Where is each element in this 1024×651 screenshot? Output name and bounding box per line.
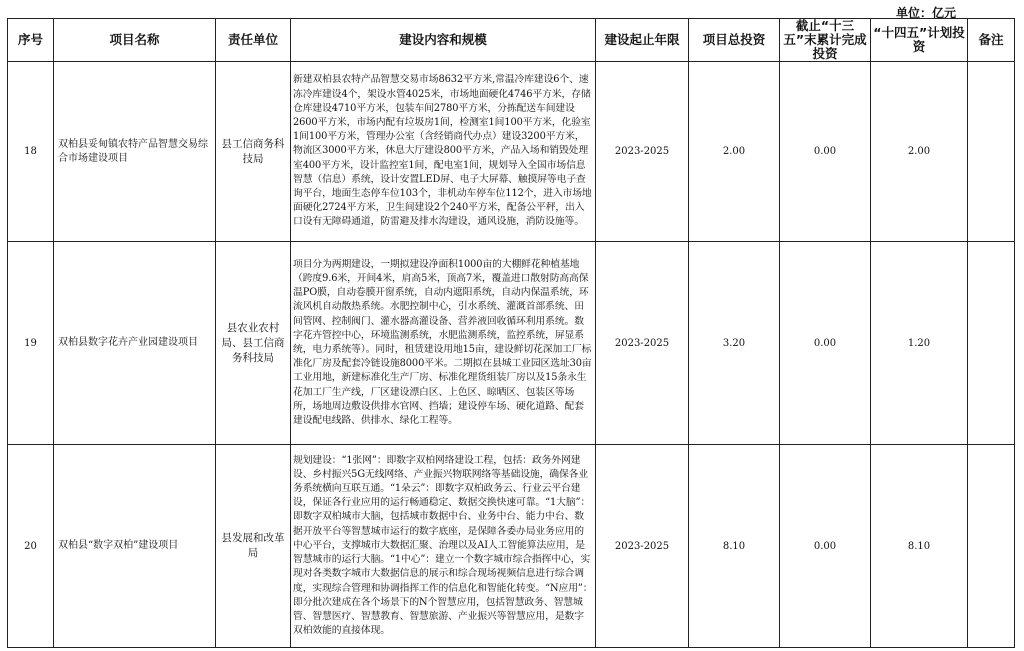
cell-unit: 县发展和改革局 (216, 445, 291, 648)
cell-plan: 8.10 (871, 445, 968, 648)
cell-name: 双柏县数字花卉产业园建设项目 (54, 242, 216, 445)
cell-unit: 县工信商务科技局 (216, 62, 291, 242)
cell-done: 0.00 (780, 62, 871, 242)
cell-seq: 19 (8, 242, 54, 445)
header-unit: 责任单位 (216, 19, 291, 62)
cell-content: 项目分为两期建设，一期拟建设净面积1000亩的大棚鲜花种植基地（跨度9.6米，开间4米，肩高5米，顶高7米，覆盖进口散射防高高保温PO膜，自动卷膜开窗系统，自动内遮阳系统，自动内保温系统，环流风机自动散热系统。水肥控制中心，引水系统、灌溉首部系统、田间管网、控制阀门、灌水器高灌设备、营养液回收循环利用系统。数字花卉管控中心，环境监测系统，水肥监测系统，监控系统，屏显系统，电力系统等）。同时，租赁建设用地15亩，建设鲜切花深加工厂标准化厂房及配套冷链设施8000平米。二期拟在县城工业园区选址30亩工业用地，新建标准化生产厂房、标准化理货组装厂房以及15条永生花加工厂生产线，厂区建设漂白区、上色区、晾晒区、包装区等场所，场地周边敷设供排水官网、挡墙；建设停车场、硬化道路、配套建设配电线路、供排水、绿化工程等。 (291, 242, 596, 445)
cell-total: 2.00 (689, 62, 780, 242)
header-name: 项目名称 (54, 19, 216, 62)
cell-note (968, 242, 1015, 445)
cell-period: 2023-2025 (596, 242, 689, 445)
cell-note (968, 62, 1015, 242)
header-seq: 序号 (8, 19, 54, 62)
cell-name: 双柏县“数字双柏”建设项目 (54, 445, 216, 648)
cell-seq: 20 (8, 445, 54, 648)
cell-done: 0.00 (780, 242, 871, 445)
cell-unit: 县农业农村局、县工信商务科技局 (216, 242, 291, 445)
cell-content: 规划建设：“1张网”：即数字双柏网络建设工程，包括：政务外网建设、乡村振兴5G无线网络、产业振兴物联网络等基础设施，确保各业务系统横向互联互通。“1朵云”：即数字双柏政务云、行业云平台建设，保证各行业应用的运行畅通稳定、数据交换快速可靠。“1大脑”：即数字双柏城市大脑，包括城市数据中台、业务中台、能力中台、数据开放平台等智慧城市运行的数字底座，是保障各委办局业务应用的中心平台，支撑城市大数据汇聚、治理以及AI人工智能算法应用，是智慧城市的运行大脑。“1中心”：建立一个数字城市综合指挥中心，实现对各类数字城市大数据信息的展示和综合现场视频信息进行综合调度，实现综合管理和协调指挥工作的信息化和智能化转变。“N应用”：即分批次建成在各个场景下的N个智慧应用，包括智慧政务、智慧城管、智慧医疗、智慧教育、智慧旅游、产业振兴等智慧应用，是数字双柏效能的直接体现。 (291, 445, 596, 648)
header-total: 项目总投资 (689, 19, 780, 62)
header-note: 备注 (968, 19, 1015, 62)
cell-seq: 18 (8, 62, 54, 242)
header-plan: “十四五”计划投资 (871, 19, 968, 62)
cell-content: 新建双柏县农特产品智慧交易市场8632平方米,常温冷库建设6个、速冻冷库建设4个，架设水管4025米，市场地面硬化4746平方米，存储仓库建设4710平方米，包装车间2780平方米，分拣配送车间建设2600平方米，市场内配有垃圾房1间，检测室1间100平方米，化验室1间100平方米，管理办公室（含经销商代办点）建设3200平方米，物流区3000平方米，休息大厅建设800平方米，产品入场和销毁处理室400平方米，设计监控室1间，配电室1间，规划导入全国市场信息智慧（信息）系统，设计安置LED屏、电子大屏幕、触摸屏等电子查询平台，地面生态停车位103个，非机动车停车位112个，进入市场地面硬化2724平方米，卫生间建设2个240平方米，配备公平秤，出入口设有无障碍通道，防雷避及排水沟建设，通风设施，消防设施等。 (291, 62, 596, 242)
cell-note (968, 445, 1015, 648)
cell-plan: 2.00 (871, 62, 968, 242)
cell-total: 8.10 (689, 445, 780, 648)
cell-plan: 1.20 (871, 242, 968, 445)
header-content: 建设内容和规模 (291, 19, 596, 62)
project-table (7, 18, 1015, 648)
header-row (8, 19, 1015, 62)
header-period: 建设起止年限 (596, 19, 689, 62)
cell-done: 0.00 (780, 445, 871, 648)
header-done: 截止“十三五”末累计完成投资 (780, 19, 871, 62)
cell-name: 双柏县妥甸镇农特产品智慧交易综合市场建设项目 (54, 62, 216, 242)
table-row (8, 242, 1015, 445)
table-row (8, 445, 1015, 648)
unit-label: 单位：亿元 (896, 6, 957, 20)
cell-period: 2023-2025 (596, 445, 689, 648)
table-row (8, 62, 1015, 242)
cell-period: 2023-2025 (596, 62, 689, 242)
cell-total: 3.20 (689, 242, 780, 445)
